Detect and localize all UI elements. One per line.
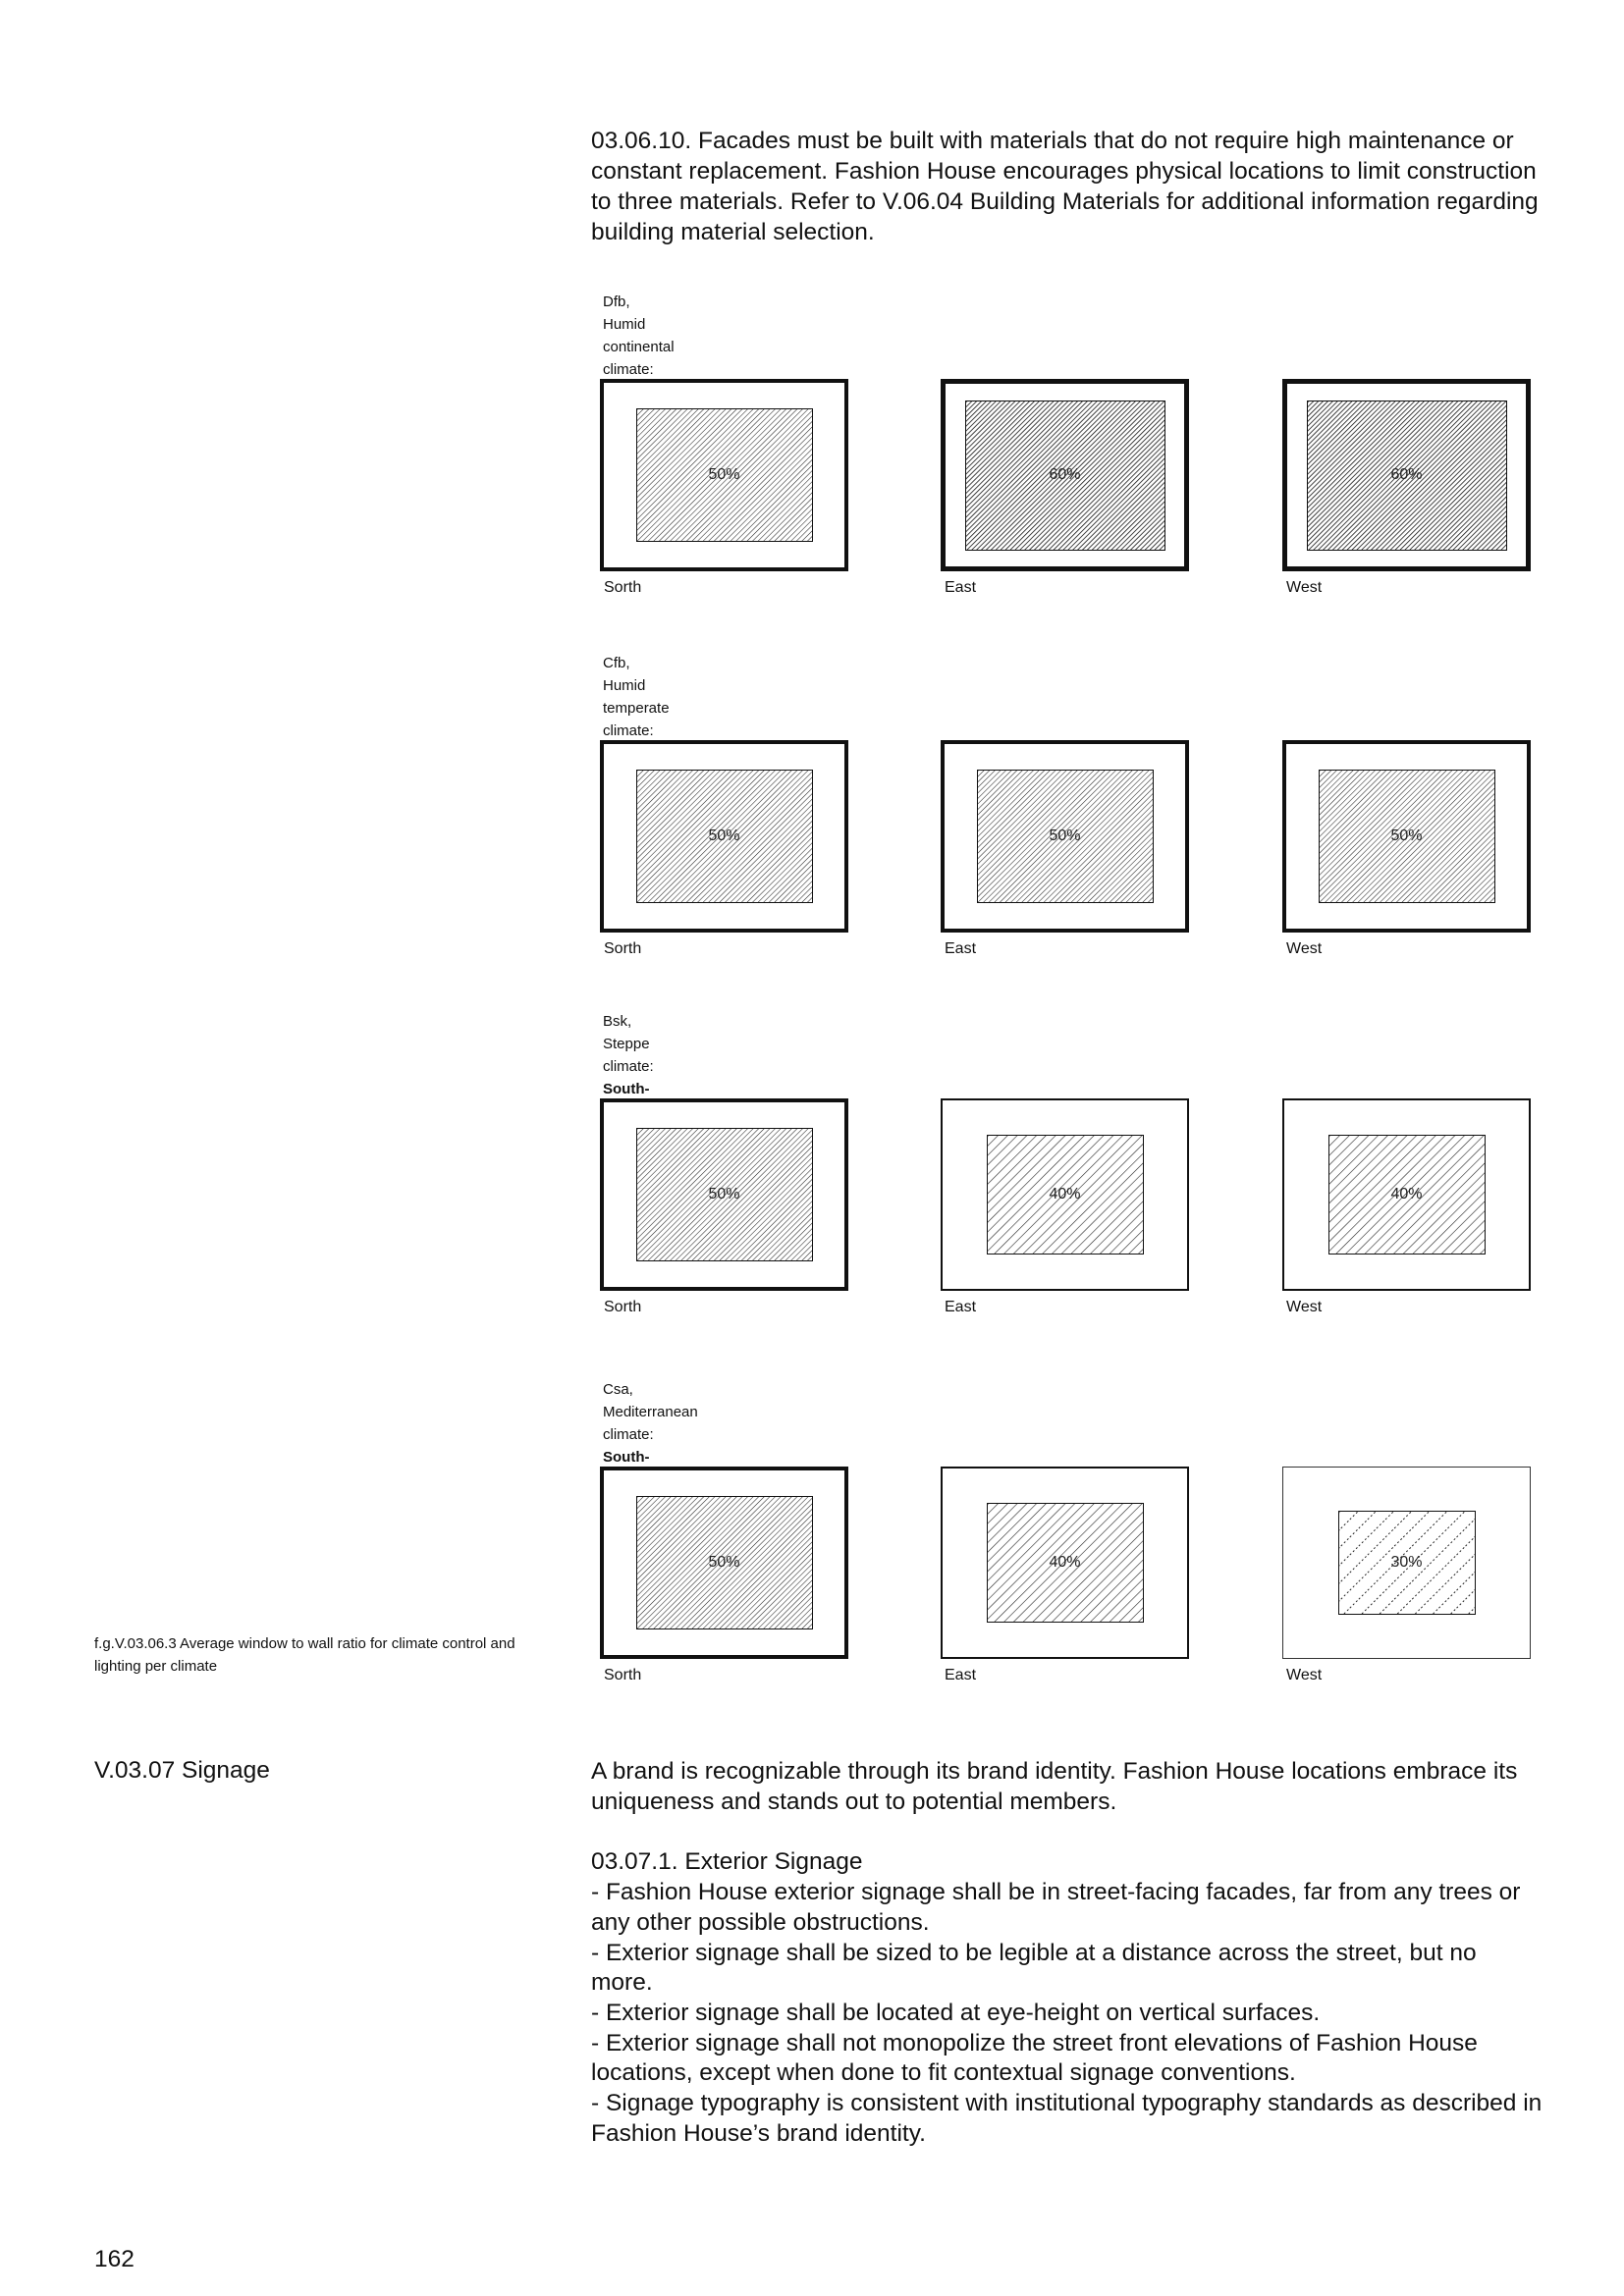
section-list-item: - Exterior signage shall be sized to be legible at a distance across the street, but no more. bbox=[591, 1939, 1477, 1997]
section-title: V.03.07 Signage bbox=[94, 1757, 270, 1784]
window-ratio-label: 50% bbox=[708, 466, 740, 483]
climate-type-label: Dfb, Humid continental climate: bbox=[603, 294, 675, 378]
section-list-item: - Exterior signage shall be located at eye-height on vertical surfaces. bbox=[591, 1999, 1321, 2026]
facade-elevation bbox=[1282, 740, 1531, 933]
section-paragraph: A brand is recognizable through its brand identity. Fashion House locations embrace its uniqueness and stands out to potential members. bbox=[591, 1758, 1518, 1815]
window-ratio-label: 40% bbox=[1049, 1554, 1081, 1571]
facade-elevation bbox=[1282, 1098, 1531, 1291]
window-ratio-label: 50% bbox=[1390, 828, 1423, 844]
facade-direction-label: Sorth bbox=[604, 1667, 642, 1683]
facade-elevation bbox=[600, 379, 848, 571]
paragraph-spacer bbox=[591, 1817, 1543, 1847]
facade-direction-label: West bbox=[1286, 579, 1323, 596]
facade-direction-label: West bbox=[1286, 940, 1323, 957]
window-ratio-label: 40% bbox=[1390, 1186, 1423, 1202]
facade-direction-label: West bbox=[1286, 1299, 1323, 1315]
facade-direction-label: East bbox=[945, 1299, 977, 1315]
window-ratio-label: 50% bbox=[1049, 828, 1081, 844]
window-area bbox=[977, 770, 1154, 903]
page-number: 162 bbox=[94, 2246, 135, 2272]
section-list-item: - Fashion House exterior signage shall be in street-facing facades, far from any trees or any other possible obstructions. bbox=[591, 1879, 1521, 1936]
facade-elevation bbox=[600, 740, 848, 933]
facade-direction-label: East bbox=[945, 940, 977, 957]
climate-type-label: Cfb, Humid temperate climate: bbox=[603, 655, 670, 739]
window-area bbox=[1328, 1135, 1486, 1255]
section-list-item: - Signage typography is consistent with institutional typography standards as described in Fashion House’s brand identity. bbox=[591, 2090, 1543, 2147]
window-area bbox=[636, 770, 813, 903]
figure-caption: f.g.V.03.06.3 Average window to wall ratio for climate control and lighting per climate bbox=[94, 1635, 515, 1675]
facade-elevation bbox=[941, 1467, 1189, 1659]
window-area bbox=[987, 1135, 1144, 1255]
facade-elevation bbox=[941, 379, 1189, 571]
climate-region-label: South- bbox=[603, 1449, 650, 1466]
window-area bbox=[636, 1128, 813, 1261]
section-list-item: - Exterior signage shall not monopolize the street front elevations of Fashion House locations, except when done to fit contextual signage conventions. bbox=[591, 2029, 1478, 2087]
climate-type-label: Bsk, Steppe climate: bbox=[603, 1013, 654, 1075]
section-body bbox=[591, 1757, 1543, 2149]
window-ratio-label: 30% bbox=[1390, 1554, 1423, 1571]
facade-direction-label: Sorth bbox=[604, 940, 642, 957]
facade-elevation bbox=[600, 1467, 848, 1659]
window-area bbox=[965, 400, 1165, 551]
window-area bbox=[1307, 400, 1507, 551]
window-ratio-label: 60% bbox=[1049, 466, 1081, 483]
section-subheading: 03.07.1. Exterior Signage bbox=[591, 1848, 863, 1876]
facade-elevation bbox=[1282, 1467, 1531, 1659]
facade-direction-label: West bbox=[1286, 1667, 1323, 1683]
facade-elevation bbox=[941, 1098, 1189, 1291]
climate-region-label: South- bbox=[603, 1081, 650, 1097]
intro-paragraph: 03.06.10. Facades must be built with materials that do not require high maintenance or constant replacement. Fashion House encourages physical locations to limit construction to three materials. Refer to V.06.04 Building Materials for additional information regarding building material selection. bbox=[591, 128, 1539, 245]
climate-type-label: Csa, Mediterranean climate: bbox=[603, 1381, 698, 1443]
facade-elevation bbox=[1282, 379, 1531, 571]
window-area bbox=[1319, 770, 1495, 903]
facade-elevation bbox=[600, 1098, 848, 1291]
window-area bbox=[1338, 1511, 1476, 1615]
window-ratio-label: 50% bbox=[708, 1186, 740, 1202]
facade-direction-label: East bbox=[945, 579, 977, 596]
window-ratio-label: 60% bbox=[1390, 466, 1423, 483]
window-area bbox=[636, 408, 813, 542]
facade-direction-label: Sorth bbox=[604, 1299, 642, 1315]
facade-direction-label: East bbox=[945, 1667, 977, 1683]
window-ratio-label: 40% bbox=[1049, 1186, 1081, 1202]
facade-elevation bbox=[941, 740, 1189, 933]
window-area bbox=[636, 1496, 813, 1629]
facade-direction-label: Sorth bbox=[604, 579, 642, 596]
window-ratio-label: 50% bbox=[708, 1554, 740, 1571]
window-ratio-label: 50% bbox=[708, 828, 740, 844]
window-area bbox=[987, 1503, 1144, 1623]
